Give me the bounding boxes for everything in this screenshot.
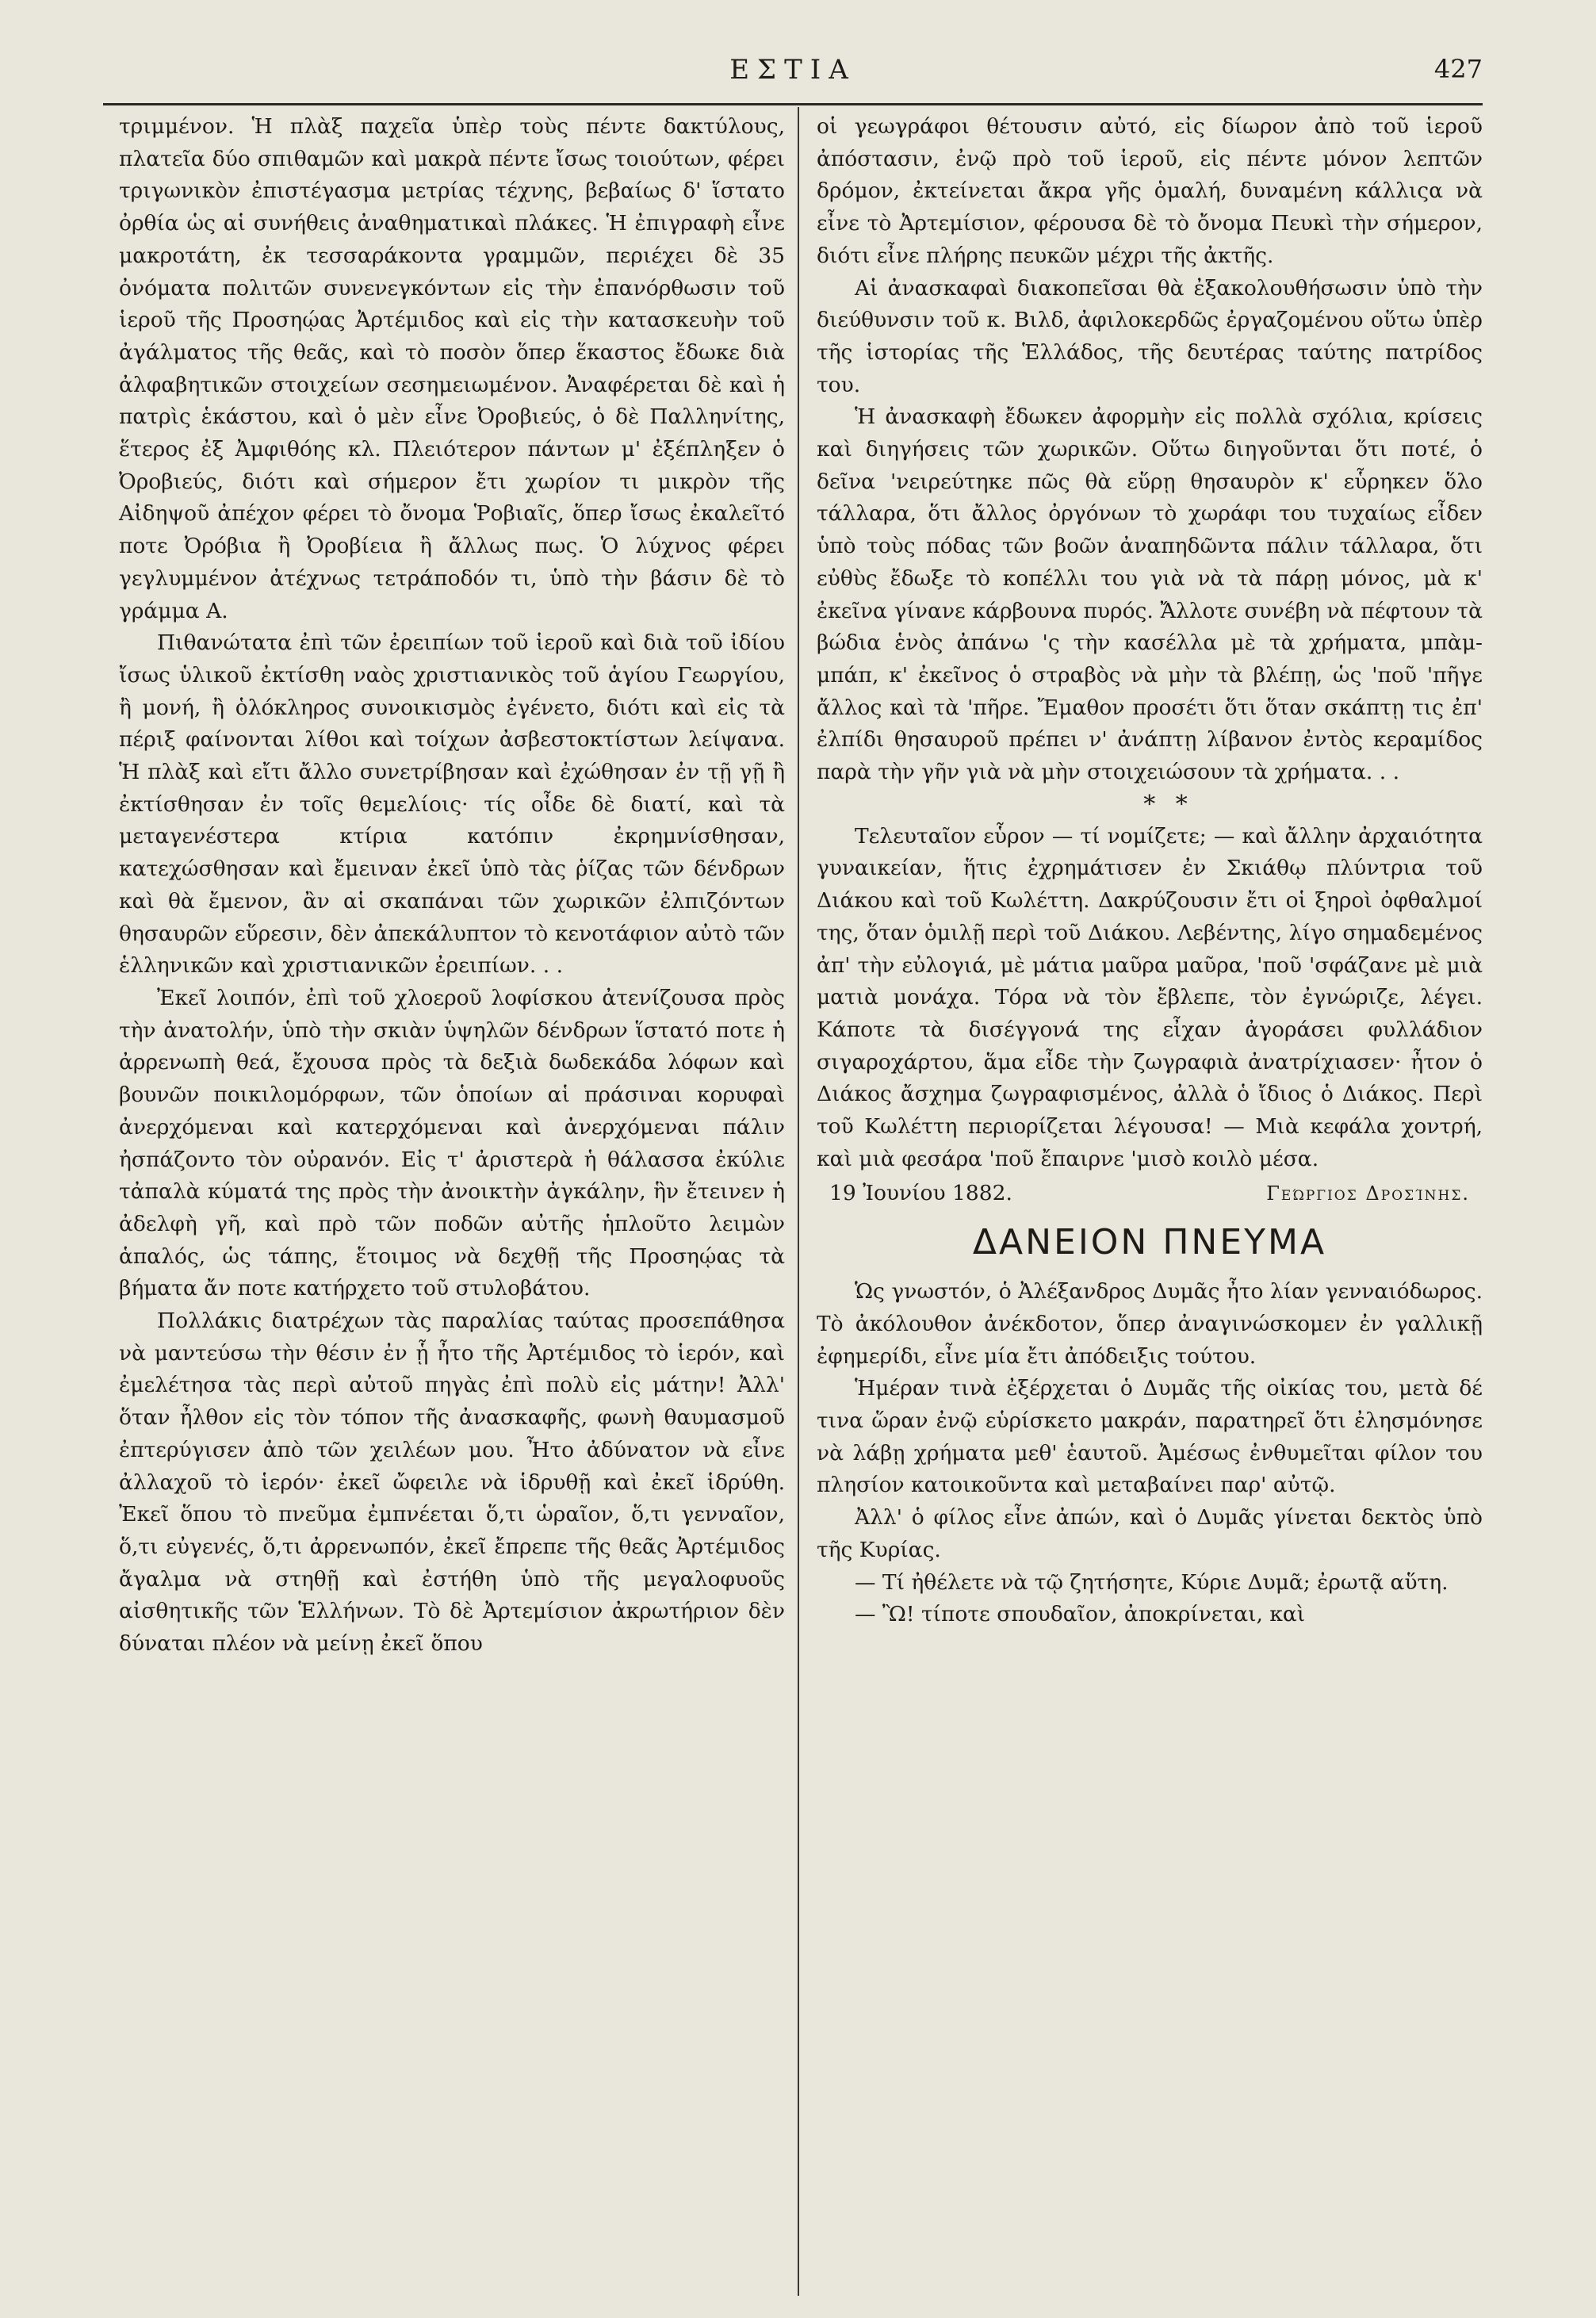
right-column <box>817 111 1483 1631</box>
paragraph: Πολλάκις διατρέχων τὰς παραλίας ταύτας προσεπάθησα νὰ μαντεύσω τὴν θέσιν ἐν ᾗ ἦτο τῆς Ἀρτέμιδος τὸ ἱερόν, καὶ ἐμελέτησα τὰς περὶ αὐτοῦ πηγὰς ἐπὶ πολὺ εἰς μάτην! Ἀλλ' ὅταν ἦλθον εἰς τὸν τόπον τῆς ἀνασκαφῆς, φωνὴ θαυμασμοῦ ἐπτερύγισεν ἀπὸ τῶν χειλέων μου. Ἦτο ἀδύνατον νὰ εἶνε ἀλλαχοῦ τὸ ἱερόν· ἐκεῖ ὤφειλε νὰ ἱδρυθῇ καὶ ἐκεῖ ἱδρύθη. Ἐκεῖ ὅπου τὸ πνεῦμα ἐμπνέεται ὅ,τι ὡραῖον, ὅ,τι γενναῖον, ὅ,τι εὐγενές, ὅ,τι ἀρρενωπόν, ἐκεῖ ἔπρεπε τῆς θεᾶς Ἀρτέμιδος ἄγαλμα νὰ στηθῇ καὶ ἐστήθη ὑπὸ τῆς μεγαλοφυοῦς αἰσθητικῆς τῶν Ἑλλήνων. Τὸ δὲ Ἀρτεμίσιον ἀκρωτήριον δὲν δύναται πλέον νὰ μείνῃ ἐκεῖ ὅπου <box>119 1308 785 1657</box>
page-header <box>103 48 1483 95</box>
paragraph: Ἡ ἀνασκαφὴ ἔδωκεν ἀφορμὴν εἰς πολλὰ σχόλια, κρίσεις καὶ διηγήσεις τῶν χωρικῶν. Οὕτω διηγοῦνται ὅτι ποτέ, ὁ δεῖνα 'νειρεύτηκε πῶς θὰ εὕρῃ θησαυρὸν κ' εὗρηκεν ὅλο τάλλαρα, ὅτι ἄλλος ὀργόνων τὸ χωράφι του τυχαίως εἶδεν ὑπὸ τοὺς πόδας τῶν βοῶν ἀναπηδῶντα πάλιν τάλλαρα, ὅτι εὐθὺς ἔδωξε τὸ κοπέλλι του γιὰ νὰ τὰ πάρῃ μόνος, μὰ κ' ἐκεῖνα γίνανε κάρβουνα πυρός. Ἄλλοτε συνέβη νὰ πέφτουν τὰ βώδια ἑνὸς ἀπάνω 'ς τὴν κασέλλα μὲ τὰ χρήματα, μπὰμ-μπάπ, κ' ἐκεῖνος ὁ στραβὸς νὰ μὴν τὰ βλέπῃ, ὡς 'ποῦ 'πῆγε ἄλλος καὶ τὰ 'πῆρε. Ἔμαθον προσέτι ὅτι ὅταν σκάπτῃ τις ἐπ' ἐλπίδι θησαυροῦ πρέπει ν' ἀνάπτῃ λίβανον ἐντὸς κεραμίδος παρὰ τὴν γῆν γιὰ νὰ μὴν στοιχειώσουν τὰ χρήματα. . . <box>817 404 1483 785</box>
article-title: ΔΑΝΕΙΟΝ ΠΝΕΥΜΑ <box>972 1222 1327 1263</box>
page-number: 427 <box>1433 54 1483 84</box>
signature-date: 19 Ἰουνίου 1882. <box>829 1180 1012 1205</box>
paragraph: τριμμένον. Ἡ πλὰξ παχεῖα ὑπὲρ τοὺς πέντε δακτύλους, πλατεῖα δύο σπιθαμῶν καὶ μακρὰ πέντε ἴσως τοιούτων, φέρει τριγωνικὸν ἐπιστέγασμα μετρίας τέχνης, βεβαίως δ' ἵστατο ὀρθία ὡς αἱ συνήθεις ἀναθηματικαὶ πλάκες. Ἡ ἐπιγραφὴ εἶνε μακροτάτη, ἐκ τεσσαράκοντα γραμμῶν, περιέχει δὲ 35 ὀνόματα πολιτῶν συνενεγκόντων εἰς τὴν ἐπανόρθωσιν τοῦ ἱεροῦ τῆς Προσηῴας Ἀρτέμιδος καὶ εἰς τὴν κατασκευὴν τοῦ ἀγάλματος τῆς θεᾶς, καὶ τὸ ποσὸν ὅπερ ἕκαστος ἔδωκε διὰ ἀλφαβητικῶν στοιχείων σεσημειωμένον. Ἀναφέρεται δὲ καὶ ἡ πατρὶς ἑκάστου, καὶ ὁ μὲν εἶνε Ὀροβιεύς, ὁ δὲ Παλληνίτης, ἕτερος ἐξ Ἀμφιθόης κλ. Πλειότερον πάντων μ' ἐξέπληξεν ὁ Ὀροβιεύς, διότι καὶ σήμερον ἔτι χωρίον τι μικρὸν τῆς Αἰδηψοῦ ἀπέχον φέρει τὸ ὄνομα Ῥοβιαῖς, ὅπερ ἴσως ἐκαλεῖτό ποτε Ὀρόβια ἢ Ὀροβίεια ἢ ἄλλως πως. Ὁ λύχνος φέρει γεγλυμμένον ἀτέχνως τετράποδόν τι, ὑπὸ τὴν βάσιν δὲ τὸ γράμμα Α. <box>119 114 785 623</box>
left-column <box>119 111 785 1661</box>
paragraph: Πιθανώτατα ἐπὶ τῶν ἐρειπίων τοῦ ἱεροῦ καὶ διὰ τοῦ ἰδίου ἴσως ὑλικοῦ ἐκτίσθη ναὸς χριστιανικὸς τοῦ ἁγίου Γεωργίου, ἢ μονή, ἢ ὁλόκληρος συνοικισμὸς ἐγένετο, διότι καὶ εἰς τὰ πέριξ φαίνονται λίθοι καὶ τοίχων ἀσβεστοκτίστων λείψανα. Ἡ πλὰξ καὶ εἴτι ἄλλο συνετρίβησαν καὶ ἐχώθησαν ἐν τῇ γῇ ἢ ἐκτίσθησαν ἐν τοῖς θεμελίοις· τίς οἶδε δὲ διατί, καὶ τὰ μεταγενέστερα κτίρια κατόπιν ἐκρημνίσθησαν, κατεχώσθησαν καὶ ἔμειναν ἐκεῖ ὑπὸ τὰς ῥίζας τῶν δένδρων καὶ θὰ ἔμενον, ἂν αἱ σκαπάναι τῶν χωρικῶν ἐλπιζόντων θησαυρῶν εὕρεσιν, δὲν ἀπεκάλυπτον τὸ κενοτάφιον αὐτὸ τῶν ἑλληνικῶν καὶ χριστιανικῶν ἐρειπίων. . . <box>119 630 785 979</box>
paragraph: — Τί ἠθέλετε νὰ τῷ ζητήσητε, Κύριε Δυμᾶ; ἐρωτᾷ αὕτη. <box>855 1569 1449 1595</box>
paragraph: Ἡμέραν τινὰ ἐξέρχεται ὁ Δυμᾶς τῆς οἰκίας του, μετὰ δέ τινα ὥραν ἐνῷ εὑρίσκετο μακράν, παρατηρεῖ ὅτι ἐλησμόνησε νὰ λάβῃ χρήματα μεθ' ἑαυτοῦ. Ἀμέσως ἐνθυμεῖται φίλον του πλησίον κατοικοῦντα καὶ μεταβαίνει παρ' αὐτῷ. <box>817 1376 1483 1498</box>
signature-author: Γεώργιος Δροσίνης. <box>1266 1182 1470 1205</box>
paragraph: Ἐκεῖ λοιπόν, ἐπὶ τοῦ χλοεροῦ λοφίσκου ἀτενίζουσα πρὸς τὴν ἀνατολήν, ὑπὸ τὴν σκιὰν ὑψηλῶν δένδρων ἵστατό ποτε ἡ ἀρρενωπὴ θεά, ἔχουσα πρὸς τὰ δεξιὰ δωδεκάδα λόφων καὶ βουνῶν ποικιλομόρφων, τῶν ὁποίων αἱ πράσιναι κορυφαὶ ἀνερχόμεναι καὶ κατερχόμεναι καὶ ἀνερχόμεναι πάλιν ἠσπάζοντο τὸν οὐρανόν. Εἰς τ' ἀριστερὰ ἡ θάλασσα ἐκύλιε τἀπαλὰ κύματά της πρὸς τὴν ἀνοικτὴν ἀγκάλην, ἣν ἔτεινεν ἡ ἀδελφὴ γῆ, καὶ πρὸ τῶν ποδῶν αὐτῆς ἡπλοῦτο λειμὼν ἁπαλός, ὡς τάπης, ἕτοιμος νὰ δεχθῇ τῆς Προσηῴας τὰ βήματα ἄν ποτε κατήρχετο τοῦ στυλοβάτου. <box>119 985 785 1301</box>
header-rule <box>103 103 1483 105</box>
section-stars: * * <box>1143 790 1194 818</box>
column-divider <box>798 107 799 2296</box>
paragraph: οἱ γεωγράφοι θέτουσιν αὐτό, εἰς δίωρον ἀπὸ τοῦ ἱεροῦ ἀπόστασιν, ἐνῷ πρὸ τοῦ ἱεροῦ, εἰς πέντε μόνον λεπτῶν δρόμον, ἐκτείνεται ἄκρα γῆς ὁμαλή, δυναμένη κάλλιςα νὰ εἶνε τὸ Ἀρτεμίσιον, φέρουσα δὲ τὸ ὄνομα Πευκὶ τὴν σήμερον, διότι εἶνε πλήρης πευκῶν μέχρι τῆς ἀκτῆς. <box>817 114 1483 268</box>
running-title: ΕΣΤΙΑ <box>729 54 856 86</box>
paragraph: Τελευταῖον εὗρον — τί νομίζετε; — καὶ ἄλλην ἀρχαιότητα γυναικείαν, ἥτις ἐχρημάτισεν ἐν Σκιάθῳ πλύντρια τοῦ Διάκου καὶ τοῦ Κωλέττη. Δακρύζουσιν ἔτι οἱ ξηροὶ ὀφθαλμοί της, ὅταν ὁμιλῇ περὶ τοῦ Διάκου. Λεβέντης, λίγο σημαδεμένος ἀπ' τὴν εὐλογιά, μὲ μάτια μαῦρα μαῦρα, 'ποῦ 'σφάζανε μὲ μιὰ ματιὰ μονάχα. Τόρα νὰ τὸν ἔβλεπε, τὸν ἐγνώριζε, λέγει. Κάποτε τὰ δισέγγονά της εἶχαν ἀγοράσει φυλλάδιον σιγαροχάρτου, ἅμα εἶδε τὴν ζωγραφιὰ ἀνατρίχιασεν· ἦτον ὁ Διάκος ἄσχημα ζωγραφισμένος, ἀλλὰ ὁ ἴδιος ὁ Διάκος. Περὶ τοῦ Κωλέττη περιορίζεται λέγουσα! — Μιὰ κεφάλα χοντρή, καὶ μιὰ φεσάρα 'ποῦ ἔπαιρνε 'μισὸ κοιλὸ μέσα. <box>817 823 1483 1171</box>
paragraph: Ἀλλ' ὁ φίλος εἶνε ἀπών, καὶ ὁ Δυμᾶς γίνεται δεκτὸς ὑπὸ τῆς Κυρίας. <box>817 1505 1483 1562</box>
paragraph: — Ὢ! τίποτε σπουδαῖον, ἀποκρίνεται, καὶ <box>855 1602 1306 1627</box>
paragraph: Ὡς γνωστόν, ὁ Ἀλέξανδρος Δυμᾶς ἦτο λίαν γενναιόδωρος. Τὸ ἀκόλουθον ἀνέκδοτον, ὅπερ ἀναγινώσκομεν ἐν γαλλικῇ ἐφημερίδι, εἶνε μία ἔτι ἀπόδειξις τούτου. <box>817 1279 1483 1369</box>
paragraph: Αἱ ἀνασκαφαὶ διακοπεῖσαι θὰ ἐξακολουθήσωσιν ὑπὸ τὴν διεύθυνσιν τοῦ κ. Βιλδ, ἀφιλοκερδῶς ἐργαζομένου οὕτω ὑπὲρ τῆς ἱστορίας τῆς Ἑλλάδος, τῆς δευτέρας ταύτης πατρίδος του. <box>817 275 1483 397</box>
signature-line <box>817 1178 1483 1210</box>
